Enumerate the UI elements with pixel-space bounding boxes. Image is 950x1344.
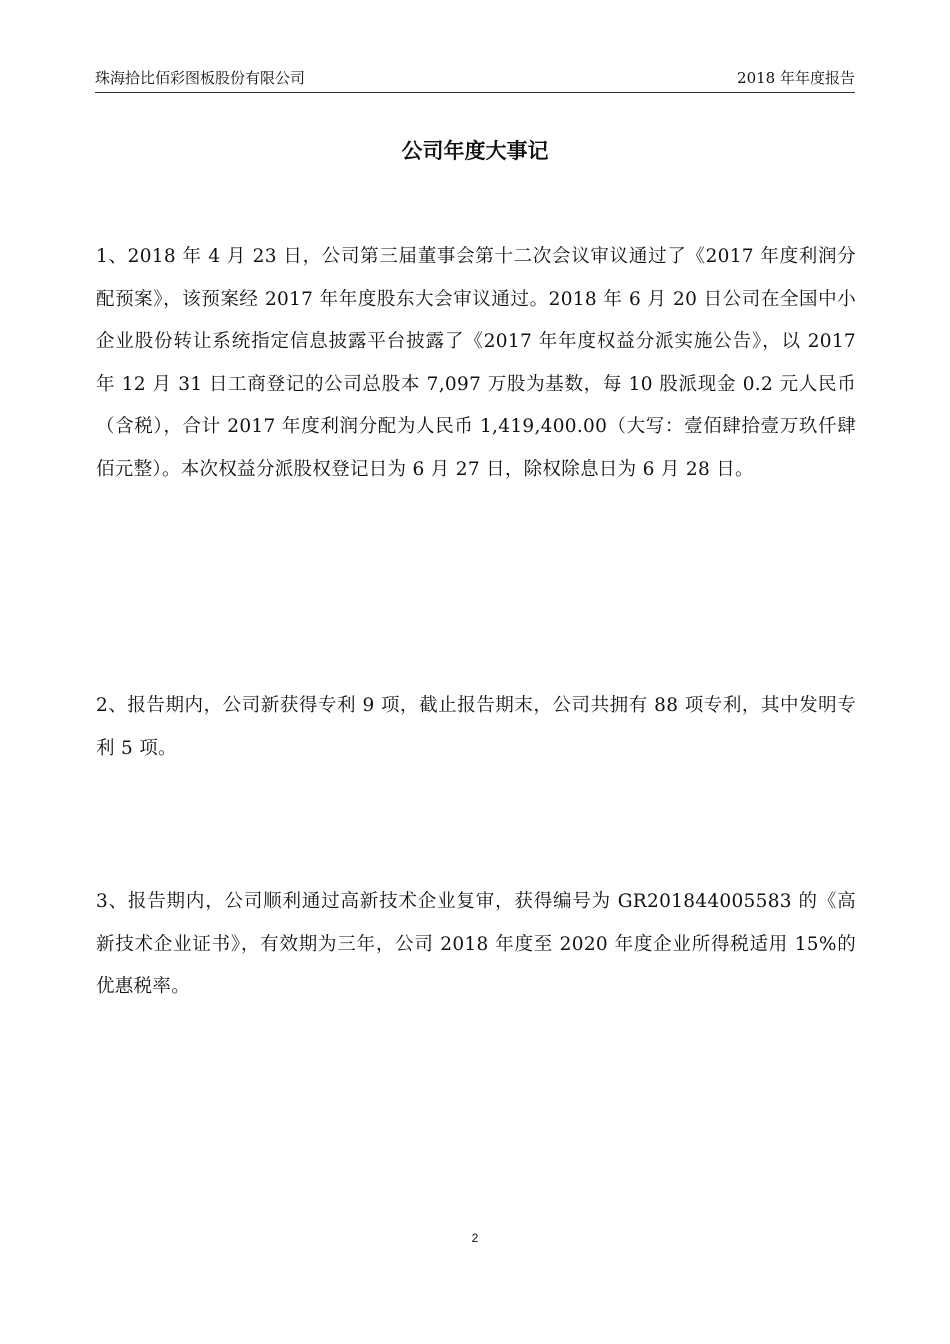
header-company-name: 珠海拾比佰彩图板股份有限公司 [95,69,306,87]
event-paragraph-3: 3、报告期内，公司顺利通过高新技术企业复审，获得编号为 GR201844005583 的《高新技术企业证书》，有效期为三年，公司 2018 年度至 2020 年度企业所得税适用 15%的优惠税率。 [96,891,856,997]
page-number: 2 [471,1231,479,1245]
event-paragraph-1: 1、2018 年 4 月 23 日，公司第三届董事会第十二次会议审议通过了《2017 年度利润分配预案》，该预案经 2017 年年度股东大会审议通过。2018 年 6 月 20 日公司在全国中小企业股份转让系统指定信息披露平台披露了《2017 年年度权益分派实施公告》，以 2017 年 12 月 31 日工商登记的公司总股本 7,097 万股为基数，每 10 股派现金 0.2 元人民币（含税），合计 2017 年度利润分配为人民币 1,419,400.00（大写：壹佰肆拾壹万玖仟肆佰元整）。本次权益分派股权登记日为 6 月 27 日，除权除息日为 6 月 28 日。 [96,246,856,480]
event-paragraph-2: 2、报告期内，公司新获得专利 9 项，截止报告期末，公司共拥有 88 项专利，其中发明专利 5 项。 [96,695,856,759]
page-header [95,64,855,93]
header-report-title: 2018 年年度报告 [737,69,855,87]
page-title: 公司年度大事记 [401,139,549,163]
